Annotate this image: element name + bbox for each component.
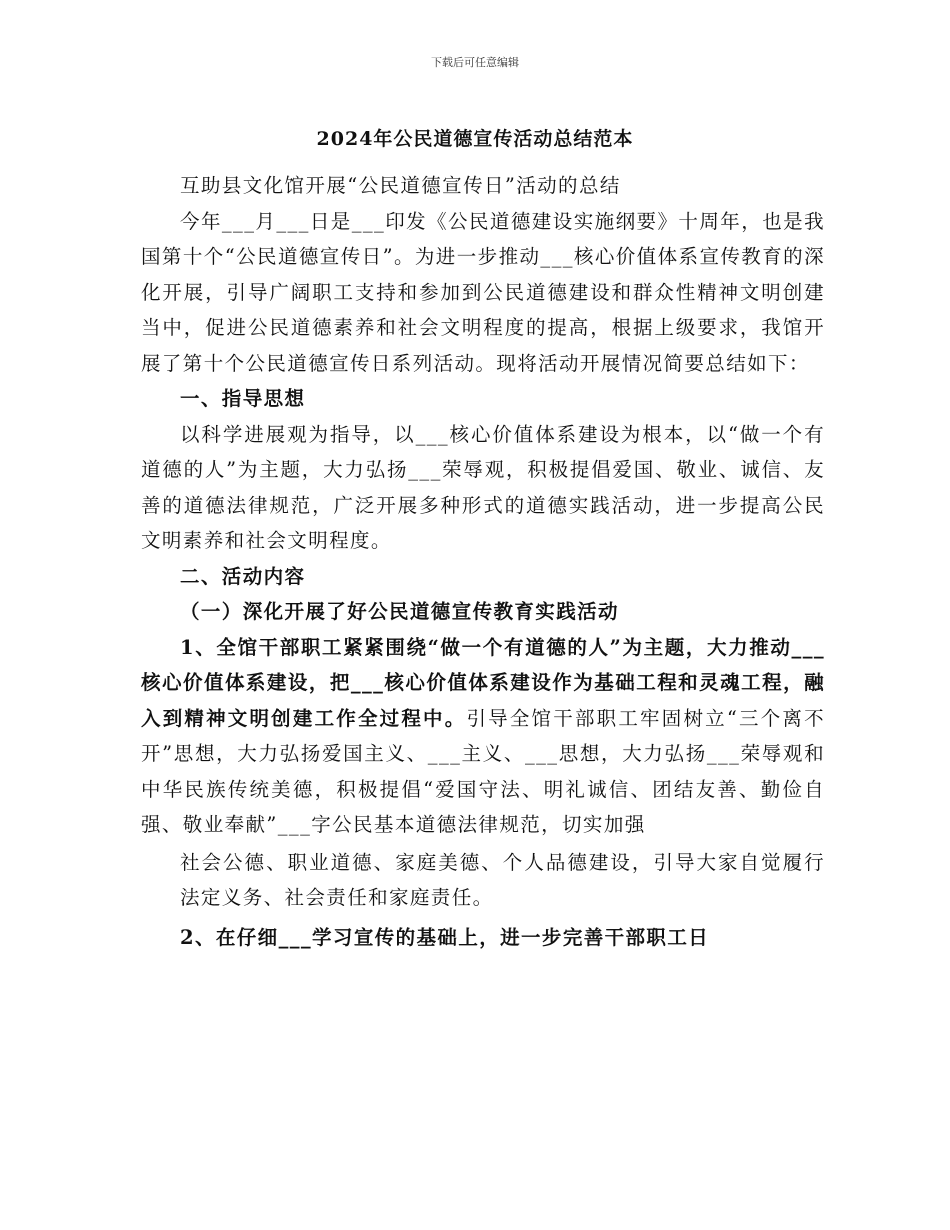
item-2-paragraph: 2、在仔细___学习宣传的基础上，进一步完善干部职工日 [180,925,710,949]
section-1-paragraph: 以科学进展观为指导，以___核心价值体系建设为根本，以“做一个有道德的人”为主题，大力弘扬___荣辱观，积极提倡爱国、敬业、诚信、友善的道德法律规范，广泛开展多种形式的道德实践活动，进一步提高公民文明素养和社会文明程度。 [141,422,825,552]
item-1-paragraph [141,630,825,843]
item-1-bold-text: 1、全馆干部职工紧紧围绕“做一个有道德的人”为主题，大力推动___核心价值体系建设，把___核心价值体系建设作为基础工程和灵魂工程，融入到精神文明创建工作全过程中。 [141,635,825,730]
subtitle: 互助县文化馆开展“公民道德宣传日”活动的总结 [180,174,621,197]
section-2-heading: 二、活动内容 [180,564,306,588]
item-1-continuation: 社会公德、职业道德、家庭美德、个人品德建设，引导大家自觉履行法定义务、社会责任和家庭责任。 [180,850,825,909]
intro-paragraph: 今年___月___日是___印发《公民道德建设实施纲要》十周年，也是我国第十个“公民道德宣传日”。为进一步推动___核心价值体系宣传教育的深化开展，引导广阔职工支持和参加到公民道德建设和群众性精神文明创建当中，促进公民道德素养和社会文明程度的提高，根据上级要求，我馆开展了第十个公民道德宣传日系列活动。现将活动开展情况简要总结如下： [141,209,825,375]
section-1-heading: 一、指导思想 [180,387,306,410]
subsection-1-heading: （一）深化开展了好公民道德宣传教育实践活动 [180,600,619,623]
document-body [141,168,825,955]
header-note: 下载后可任意编辑 [431,56,519,69]
document-title: 2024年公民道德宣传活动总结范本 [316,128,634,150]
item-1-text: 引导全馆干部职工牢固树立“三个离不开”思想，大力弘扬爱国主义、___主义、___思想，大力弘扬___荣辱观和中华民族传统美德，积极提倡“爱国守法、明礼诚信、团结友善、勤俭自强、敬业奉献”___字公民基本道德法律规范，切实加强 [141,706,825,836]
